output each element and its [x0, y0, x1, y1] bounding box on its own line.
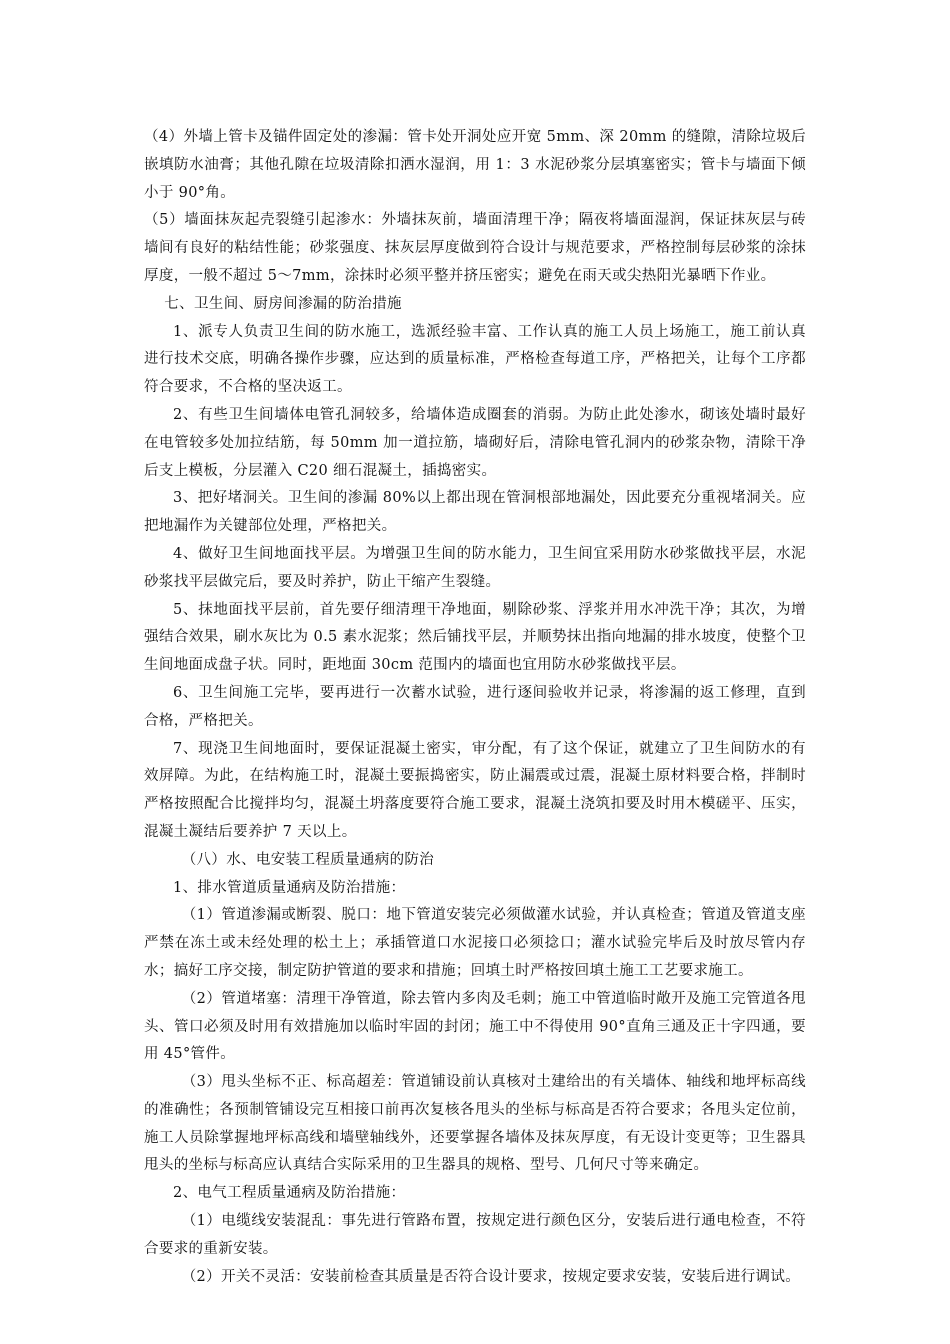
- paragraph-pipe-blockage: （2）管道堵塞：清理干净管道，除去管内多肉及毛刺；施工中管道临时敞开及施工完管道各甩头、管口必须及时用有效措施加以临时牢固的封闭；施工中不得使用 90°直角三通及正十字四通，要用 45°管件。: [144, 990, 806, 1063]
- paragraph-bathroom-item-2: 2、有些卫生间墙体电管孔洞较多，给墙体造成圈套的消弱。为防止此处渗水，砌该处墙时最好在电管较多处加拉结筋，每 50mm 加一道拉筋，墙砌好后，清除电管孔洞内的砂浆杂物，清除干净后支上模板，分层灌入 C20 细石混凝土，插捣密实。: [144, 406, 806, 479]
- paragraph-wall-plaster-cracks: （5）墙面抹灰起壳裂缝引起渗水：外墙抹灰前，墙面清理干净；隔夜将墙面湿润，保证抹灰层与砖墙间有良好的粘结性能；砂浆强度、抹灰层厚度做到符合设计与规范要求，严格控制每层砂浆的涂抹厚度，一般不超过 5～7mm，涂抹时必须平整并挤压密实；避免在雨天或尖热阳光暴晒下作业。: [144, 212, 806, 284]
- subheading-drainage-pipes: 1、排水管道质量通病及防治措施：: [173, 879, 406, 896]
- section-heading-bathroom-kitchen: 七、卫生间、厨房间渗漏的防治措施: [164, 295, 402, 312]
- paragraph-pipe-leakage: （1）管道渗漏或断裂、脱口：地下管道安装完必须做灌水试验，并认真检查；管道及管道支座严禁在冻土或未经处理的松土上；承插管道口水泥接口必须捻口；灌水试验完毕后及时放尽管内存水；搞好工序交接，制定防护管道的要求和措施；回填土时严格按回填土施工工艺要求施工。: [144, 907, 806, 979]
- paragraph-external-wall-pipe-clamp: （4）外墙上管卡及锚件固定处的渗漏：管卡处开洞处应开宽 5mm、深 20mm 的缝隙，清除垃圾后嵌填防水油膏；其他孔隙在垃圾清除扣洒水湿润，用 1：3 水泥砂浆分层填塞密实；管卡与墙面下倾小于 90°角。: [144, 129, 806, 201]
- subheading-electrical: 2、电气工程质量通病及防治措施：: [173, 1185, 406, 1202]
- paragraph-stub-coordinates: （3）甩头坐标不正、标高超差：管道铺设前认真核对土建给出的有关墙体、轴线和地坪标高线的准确性；各预制管铺设完互相接口前再次复核各甩头的坐标与标高是否符合要求；各甩头定位前，施工人员除掌握地坪标高线和墙壁轴线外，还要掌握各墙体及抹灰厚度，有无设计变更等；卫生器具甩头的坐标与标高应认真结合实际采用的卫生器具的规格、型号、几何尺寸等来确定。: [144, 1074, 806, 1174]
- paragraph-bathroom-item-4: 4、做好卫生间地面找平层。为增强卫生间的防水能力，卫生间宜采用防水砂浆做找平层，水泥砂浆找平层做完后，要及时养护，防止干缩产生裂缝。: [144, 545, 806, 590]
- paragraph-cable-installation: （1）电缆线安装混乱：事先进行管路布置，按规定进行颜色区分，安装后进行通电检查，不符合要求的重新安装。: [144, 1213, 806, 1257]
- section-heading-installation: （八）水、电安装工程质量通病的防治: [181, 851, 435, 868]
- document-page: [144, 124, 806, 1291]
- paragraph-bathroom-item-3: 3、把好堵洞关。卫生间的渗漏 80%以上都出现在管洞根部地漏处，因此要充分重视堵洞关。应把地漏作为关键部位处理，严格把关。: [144, 490, 806, 535]
- paragraph-switch-malfunction: （2）开关不灵活：安装前检查其质量是否符合设计要求，按规定要求安装，安装后进行调试。: [181, 1268, 801, 1285]
- paragraph-bathroom-item-5: 5、抹地面找平层前，首先要仔细清理干净地面，剔除砂浆、浮浆并用水冲洗干净；其次，为增强结合效果，刷水灰比为 0.5 素水泥浆；然后铺找平层，并顺势抹出指向地漏的排水坡度，使整个卫生间地面成盘子状。同时，距地面 30cm 范围内的墙面也宜用防水砂浆做找平层。: [144, 601, 806, 674]
- paragraph-bathroom-item-7: 7、现浇卫生间地面时，要保证混凝土密实，审分配，有了这个保证，就建立了卫生间防水的有效屏障。为此，在结构施工时，混凝土要振捣密实，防止漏震或过震，混凝土原材料要合格，拌制时严格按照配合比搅拌均匀，混凝土坍落度要符合施工要求，混凝土浇筑扣要及时用木模磋平、压实，混凝土凝结后要养护 7 天以上。: [144, 740, 806, 840]
- paragraph-bathroom-item-1: 1、派专人负责卫生间的防水施工，选派经验丰富、工作认真的施工人员上场施工，施工前认真进行技术交底，明确各操作步骤，应达到的质量标准，严格检查每道工序，严格把关，让每个工序都符合要求，不合格的坚决返工。: [144, 323, 806, 396]
- paragraph-bathroom-item-6: 6、卫生间施工完毕，要再进行一次蓄水试验，进行逐间验收并记录，将渗漏的返工修理，直到合格，严格把关。: [144, 684, 806, 729]
